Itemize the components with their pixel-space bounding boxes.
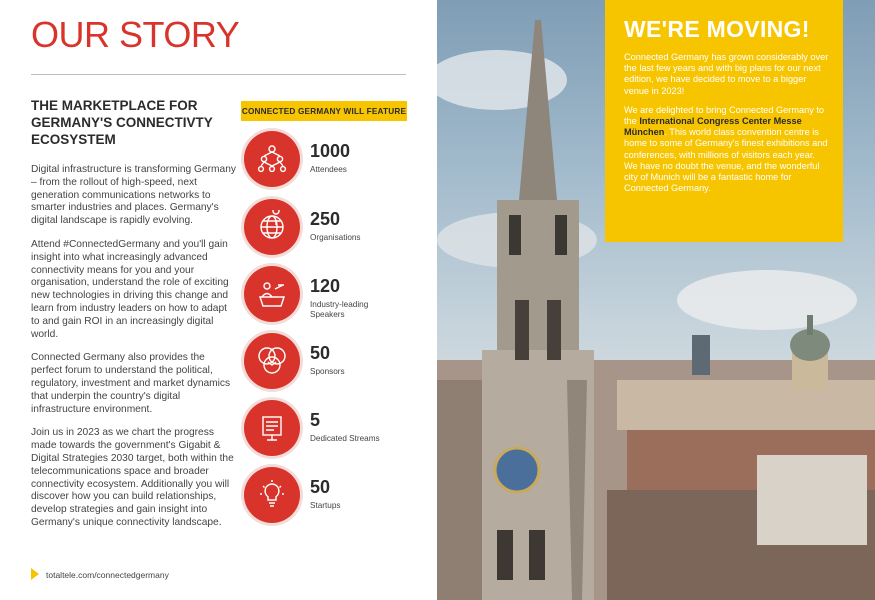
moving-announcement (605, 0, 843, 242)
stat-streams (244, 400, 414, 456)
stat-organisations (244, 199, 414, 255)
footer-arrow-icon (31, 568, 39, 580)
stat-number: 250 (310, 209, 341, 229)
handshake-circles-icon (244, 333, 300, 389)
stat-number: 120 (310, 276, 341, 296)
stat-label: Industry-leading Speakers (310, 300, 369, 319)
lightbulb-icon (244, 467, 300, 523)
stat-label: Organisations (310, 233, 361, 242)
page-title: OUR STORY (31, 14, 240, 55)
right-page (437, 0, 875, 600)
venue-name: International Congress Center Messe München (624, 116, 802, 138)
stat-number: 5 (310, 410, 321, 430)
stat-number: 1000 (310, 141, 351, 161)
story-paragraph: Attend #ConnectedGermany and you'll gain insight into what increasingly advanced connectivity means for you and your organisation, understand the role of exciting new technologies in driving this change and learn from industry leaders on how to adapt to and gain ROI in an increasingly digital world. (31, 238, 229, 340)
title-divider (31, 74, 406, 75)
stat-label: Sponsors (310, 367, 345, 376)
stat-label: Attendees (310, 165, 347, 174)
feature-tag: CONNECTED GERMANY WILL FEATURE (241, 101, 407, 121)
moving-paragraph-venue: We are delighted to bring Connected Germany to the International Congress Center Messe München. This world class convention centre is home to some of Germany's finest exhibitions and conferences, with millions of visitors each year. We have no doubt the venue, and the wonderful city of Munich will be a fantastic home for Connected Germany. (624, 104, 828, 194)
stat-number: 50 (310, 477, 331, 497)
globe-pin-icon (244, 199, 300, 255)
section-subheading: THE MARKETPLACE FOR GERMANY'S CONNECTIVTY ECOSYSTEM (31, 98, 213, 147)
people-network-icon (244, 131, 300, 187)
moving-text (624, 52, 829, 202)
story-body (31, 164, 236, 541)
stat-speakers (244, 266, 414, 322)
moving-heading: WE'RE MOVING! (624, 16, 810, 42)
moving-paragraph: Connected Germany has grown considerably over the last few years and with big plans for our next edition, we have decided to move to a bigger venue in 2023! (624, 52, 829, 96)
stat-number: 50 (310, 343, 331, 363)
stat-attendees (244, 131, 414, 187)
stat-sponsors (244, 333, 414, 389)
presentation-board-icon (244, 400, 300, 456)
story-paragraph: Connected Germany also provides the perfect forum to understand the political, regulatory, investment and market dynamics that underpin the country's digital infrastructure environment. (31, 352, 231, 415)
left-page (0, 0, 437, 600)
story-paragraph: Join us in 2023 as we chart the progress made towards the government's Gigabit & Digital Strategies 2030 target, both within the telecommunications space and broader connectivity ecosystem. Additionally you will discover how you can build relationships, develop strategies and gain insight into Germany's unique connectivity landscape. (31, 427, 234, 528)
stat-label: Startups (310, 501, 341, 510)
stat-startups (244, 467, 414, 523)
story-paragraph: Digital infrastructure is transforming Germany – from the rollout of high-speed, next generation communications networks to smarter industries and places. Germany's digital landscape is rapidly evolving. (31, 164, 236, 227)
stat-label: Dedicated Streams (310, 434, 380, 443)
footer-link[interactable]: totaltele.com/connectedgermany (46, 570, 169, 580)
speaker-podium-icon (244, 266, 300, 322)
